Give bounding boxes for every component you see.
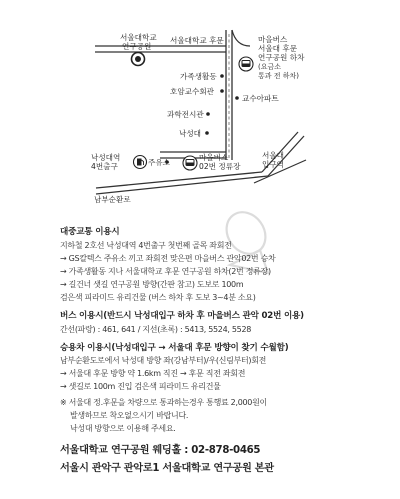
bus-stop-label-3: 연구공원 하차 — [258, 53, 305, 62]
univ-entrance-label-2: 입구역 — [262, 160, 285, 169]
univ-park-label-1: 서울대학교 — [120, 33, 157, 42]
note-line: 낙성대 방향으로 이용해 주세요. — [70, 424, 176, 433]
bus-stop-label-5: 통과 전 하차) — [258, 72, 299, 80]
main-road — [226, 30, 232, 160]
nambu-ring-road-label: 남부순환로 — [94, 195, 131, 204]
station-label-2: 4번출구 — [91, 162, 118, 171]
contact-address: 서울시 관악구 관악로1 서울대학교 연구공원 본관 — [60, 463, 274, 474]
car-line: → 서울대 후문 방향 약 1.6km 직진 → 후문 직전 좌회전 — [60, 369, 246, 378]
location-map — [0, 0, 400, 230]
sci-museum-label: 과학전시관 — [167, 110, 204, 119]
rear-gate-label: 서울대학교 후문 — [170, 36, 224, 45]
subway-line: 지하철 2호선 낙성대역 4번출구 첫번째 골목 좌회전 — [60, 241, 232, 250]
univ-park-label-2: 연구공원 — [122, 42, 152, 51]
car-heading: 승용차 이용시(낙성대입구 → 서울대 후문 방향이 찾기 수월함) — [60, 343, 289, 353]
prof-apt-label: 교수아파트 — [242, 94, 279, 103]
contact-phone: 서울대학교 연구공원 웨딩홀 : 02-878-0465 — [60, 445, 261, 456]
bus-heading: 버스 이용시(반드시 낙성대입구 하차 후 마을버스 관악 02번 이용) — [60, 311, 304, 321]
sci-museum-dot — [206, 112, 210, 116]
bus-line: 간선(파랑) : 461, 641 / 지선(초록) : 5413, 5524, 5528 — [60, 325, 252, 334]
hoam-dot — [220, 89, 224, 93]
bus-02-label-1: 마을버스 — [199, 153, 229, 162]
note-line: 발생하므로 착오없으시기 바랍니다. — [70, 411, 189, 420]
subway-heading: 대중교통 이용시 — [60, 227, 120, 237]
bus-icon — [183, 156, 197, 170]
subway-line: → 길건너 샛길 연구공원 방향(간판 참고) 도보로 100m — [60, 280, 244, 289]
station-label-1: 낙성대역 — [91, 153, 121, 162]
dorm-label: 가족생활동 — [180, 72, 217, 81]
park-access-road — [95, 46, 226, 52]
bus-02-label-2: 02번 정류장 — [199, 162, 241, 171]
destination-marker — [132, 53, 145, 66]
bus-stop-label-4: (요금소 — [258, 63, 282, 71]
gas-station-label: 주유소 — [148, 158, 171, 167]
nakseongdae-label: 낙성대 — [179, 129, 202, 138]
prof-apt-dot — [235, 96, 239, 100]
subway-line: 검은색 피라미드 유리건물 (버스 하차 후 도보 3~4분 소요) — [60, 293, 256, 302]
bus-stop-label-1: 마을버스 — [258, 35, 288, 44]
bus-icon — [239, 57, 253, 71]
curved-road — [232, 30, 250, 46]
subway-line: → 가족생활동 지나 서울대학교 후문 연구공원 하차(2번 정류장) — [60, 267, 271, 276]
car-line: → 샛길로 100m 진입 검은색 피라미드 유리건물 — [60, 382, 221, 391]
note-line: ※ 서울대 정.후문을 차량으로 통과하는경우 통행료 2,000원이 — [60, 398, 267, 407]
dorm-dot — [220, 74, 224, 78]
gas-station-icon — [134, 156, 147, 169]
subway-line: → GS칼텍스 주유소 끼고 좌회전 맞은편 마을버스 관악02번 승차 — [60, 254, 276, 263]
nakseongdae-dot — [205, 131, 209, 135]
car-line: 남부순환도로에서 낙성대 방향 좌(강남부터)/우(신림부터)회전 — [60, 356, 267, 365]
hoam-label: 호암교수회관 — [170, 87, 215, 96]
univ-entrance-label-1: 서울대 — [262, 151, 285, 160]
bus-stop-label-2: 서울대 후문 — [258, 44, 298, 53]
